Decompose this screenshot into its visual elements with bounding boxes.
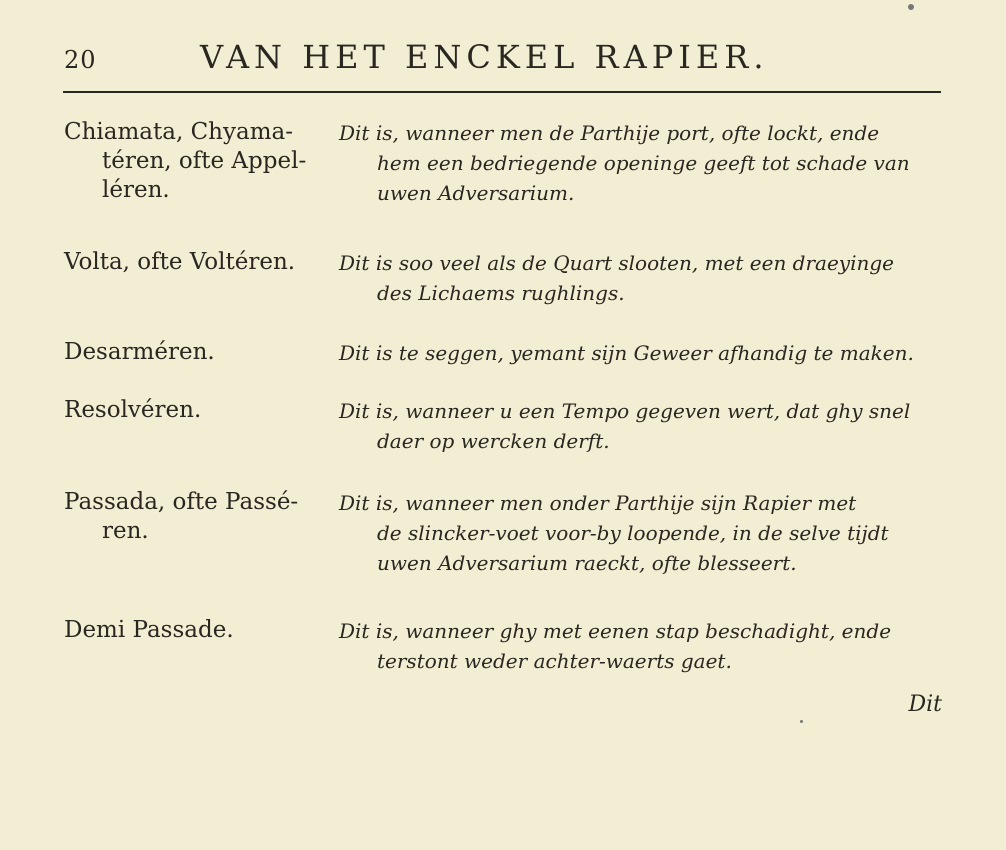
term-line: Passada, ofte Passé- [64, 489, 299, 515]
entry-definition [339, 488, 945, 578]
definition-line: daer op wercken derft. [377, 429, 610, 453]
term-line: ren. [102, 518, 149, 544]
ink-speck [908, 4, 914, 10]
definition-line: uwen Adversarium raeckt, ofte blesseert. [377, 551, 797, 575]
definition-line: uwen Adversarium. [377, 181, 575, 205]
term-line: Chiamata, Chyama- [64, 119, 293, 145]
term-line: Desarméren. [64, 339, 215, 365]
term-line: léren. [102, 177, 170, 203]
entry-definition [339, 396, 945, 456]
entry-term [64, 338, 326, 367]
definition-line: Dit is, wanneer u een Tempo gegeven wert, dat ghy snel [339, 399, 911, 423]
page-number: 20 [64, 46, 97, 74]
term-line: téren, ofte Appel- [102, 148, 307, 174]
term-line: Demi Passade. [64, 617, 234, 643]
definition-line: de slincker-voet voor-by loopende, in de selve tijdt [377, 521, 889, 545]
entry-term [64, 616, 326, 645]
term-line: Volta, ofte Voltéren. [64, 249, 296, 275]
entry-definition [339, 616, 945, 676]
entry-definition [339, 248, 945, 308]
entry-term [64, 488, 326, 546]
entry-definition [339, 118, 945, 208]
definition-line: Dit is, wanneer men de Parthije port, ofte lockt, ende [339, 121, 880, 145]
entry-definition [339, 338, 945, 368]
definition-line: Dit is, wanneer ghy met eenen stap beschadight, ende [339, 619, 892, 643]
term-line: Resolvéren. [64, 397, 202, 423]
header-rule [63, 91, 941, 93]
entry-term [64, 396, 326, 425]
running-title: VAN HET ENCKEL RAPIER. [200, 38, 769, 76]
definition-line: Dit is, wanneer men onder Parthije sijn Rapier met [339, 491, 857, 515]
definition-line: Dit is soo veel als de Quart slooten, met een draeyinge [339, 251, 895, 275]
definition-line: hem een bedriegende openinge geeft tot schade van [377, 151, 910, 175]
definition-line: des Lichaems rughlings. [377, 281, 625, 305]
entry-term [64, 118, 326, 205]
catchword: Dit [908, 692, 942, 717]
ink-speck [800, 720, 803, 723]
definition-line: Dit is te seggen, yemant sijn Geweer afhandig te maken. [339, 341, 914, 365]
entry-term [64, 248, 326, 277]
definition-line: terstont weder achter-waerts gaet. [377, 649, 732, 673]
